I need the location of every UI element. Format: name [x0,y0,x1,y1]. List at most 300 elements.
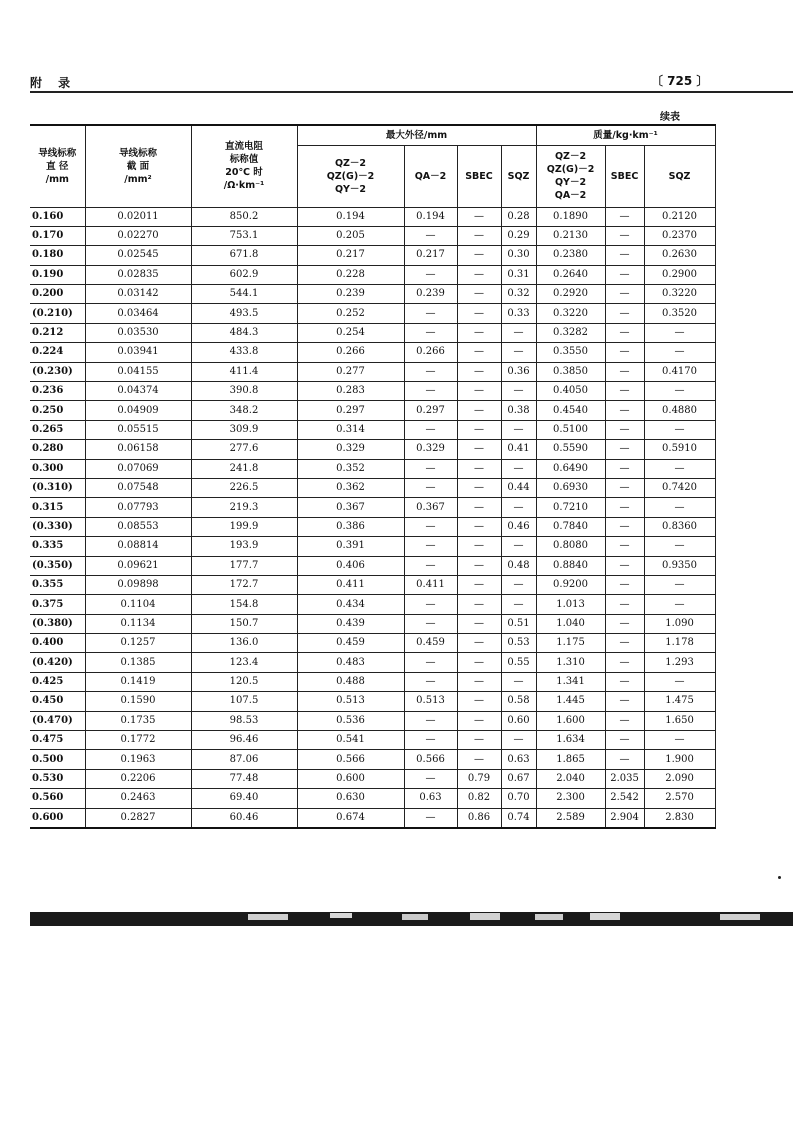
table-cell: — [605,575,644,594]
table-cell: — [605,246,644,265]
table-cell: 0.44 [501,478,536,497]
table-row [30,634,715,653]
sqz-mass-header: SQZ [644,145,715,207]
table-row [30,692,715,711]
table-row [30,711,715,730]
table-cell: — [457,537,501,556]
table-cell: 0.329 [404,440,457,459]
table-cell: 0.475 [30,731,85,750]
table-cell: 309.9 [191,420,297,439]
table-cell: 0.560 [30,789,85,808]
table-cell: — [457,420,501,439]
table-cell: — [644,672,715,691]
table-cell: 0.36 [501,362,536,381]
table-cell: 0.194 [404,207,457,226]
table-cell: — [457,517,501,536]
table-cell: 0.6930 [536,478,605,497]
table-cell: — [457,207,501,226]
table-cell: — [605,420,644,439]
table-row [30,672,715,691]
table-cell: 2.300 [536,789,605,808]
table-row [30,343,715,362]
table-cell: 0.280 [30,440,85,459]
table-cell: 0.600 [30,808,85,828]
table-cell: — [644,420,715,439]
table-cell: — [404,517,457,536]
table-cell: — [404,653,457,672]
table-cell: 0.02545 [85,246,191,265]
table-body [30,207,715,828]
table-cell: 0.265 [30,420,85,439]
table-cell: — [457,672,501,691]
table-cell: — [605,614,644,633]
table-cell: — [605,595,644,614]
table-row [30,207,715,226]
max-od-group-header: 最大外径/mm [297,125,536,145]
table-cell: 0.1590 [85,692,191,711]
table-cell: 753.1 [191,226,297,245]
table-cell: 0.58 [501,692,536,711]
table-cell: — [605,226,644,245]
table-cell: 0.31 [501,265,536,284]
table-cell: — [605,731,644,750]
table-cell: — [501,537,536,556]
table-cell: 0.362 [297,478,404,497]
table-cell: 0.530 [30,769,85,788]
table-cell: — [404,478,457,497]
table-row [30,440,715,459]
table-cell: 0.4050 [536,382,605,401]
table-row [30,323,715,342]
table-cell: 0.674 [297,808,404,828]
table-cell: 0.33 [501,304,536,323]
table-cell: 0.160 [30,207,85,226]
table-cell: 1.445 [536,692,605,711]
table-cell: — [457,440,501,459]
table-cell: 0.297 [297,401,404,420]
table-cell: 0.4880 [644,401,715,420]
wire-spec-table [30,124,716,829]
table-cell: 0.252 [297,304,404,323]
table-cell: — [404,226,457,245]
table-cell: 0.46 [501,517,536,536]
table-cell: — [605,323,644,342]
table-cell: 0.3850 [536,362,605,381]
table-cell: 0.32 [501,285,536,304]
header-rule [30,91,793,93]
sbec-od-header: SBEC [457,145,501,207]
table-cell: 0.400 [30,634,85,653]
table-row [30,459,715,478]
table-cell: — [644,575,715,594]
table-cell: — [605,382,644,401]
table-cell: (0.420) [30,653,85,672]
table-row [30,769,715,788]
table-cell: — [404,420,457,439]
table-cell: 0.60 [501,711,536,730]
table-cell: 0.1385 [85,653,191,672]
table-cell: 348.2 [191,401,297,420]
table-cell: — [605,672,644,691]
table-row [30,517,715,536]
table-cell: — [457,382,501,401]
table-cell: 0.459 [404,634,457,653]
table-cell: 0.07069 [85,459,191,478]
table-cell: — [605,750,644,769]
table-cell: 0.459 [297,634,404,653]
table-cell: — [457,362,501,381]
table-cell: 77.48 [191,769,297,788]
table-cell: 0.8360 [644,517,715,536]
table-cell: 0.266 [404,343,457,362]
table-cell: 0.8840 [536,556,605,575]
table-continued-label: 续表 [660,112,680,123]
table-cell: 390.8 [191,382,297,401]
table-cell: 107.5 [191,692,297,711]
table-cell: 0.67 [501,769,536,788]
table-cell: 0.217 [297,246,404,265]
table-cell: — [457,711,501,730]
table-cell: 493.5 [191,304,297,323]
table-cell: 0.30 [501,246,536,265]
table-cell: — [404,304,457,323]
table-cell: — [404,556,457,575]
table-cell: — [457,731,501,750]
table-cell: 0.5910 [644,440,715,459]
table-cell: 123.4 [191,653,297,672]
table-cell: 0.03530 [85,323,191,342]
table-cell: 0.1772 [85,731,191,750]
table-cell: — [501,382,536,401]
table-cell: 0.1257 [85,634,191,653]
page-number: 〔 725 〕 [651,74,709,88]
table-cell: 2.040 [536,769,605,788]
table-row [30,808,715,828]
table-cell: 0.352 [297,459,404,478]
table-cell: 411.4 [191,362,297,381]
table-cell: 1.650 [644,711,715,730]
table-cell: 193.9 [191,537,297,556]
table-cell: — [457,323,501,342]
table-cell: 0.406 [297,556,404,575]
table-cell: 1.865 [536,750,605,769]
table-cell: 0.04374 [85,382,191,401]
table-cell: 0.411 [404,575,457,594]
table-row [30,556,715,575]
table-cell: — [501,459,536,478]
table-cell: 1.040 [536,614,605,633]
table-cell: — [605,285,644,304]
table-cell: — [644,498,715,517]
table-cell: 0.02270 [85,226,191,245]
qz-od-header: QZ－2 QZ(G)－2 QY－2 [297,145,404,207]
table-cell: — [644,595,715,614]
table-cell: 0.266 [297,343,404,362]
table-row [30,226,715,245]
table-row [30,382,715,401]
table-cell: 0.200 [30,285,85,304]
resistance-header: 直流电阻 标称值 20℃ 时 /Ω·km⁻¹ [191,125,297,207]
table-cell: 0.536 [297,711,404,730]
table-cell: 0.2900 [644,265,715,284]
table-cell: — [605,692,644,711]
table-cell: 0.48 [501,556,536,575]
table-cell: 0.5100 [536,420,605,439]
table-cell: — [605,537,644,556]
table-cell: — [457,304,501,323]
table-cell: — [605,634,644,653]
scan-artifact-bar [30,912,793,926]
table-cell: 0.300 [30,459,85,478]
table-cell: — [404,595,457,614]
table-cell: 0.212 [30,323,85,342]
table-cell: 0.53 [501,634,536,653]
table-cell: 0.8080 [536,537,605,556]
table-cell: 0.38 [501,401,536,420]
table-row [30,498,715,517]
table-cell: 0.82 [457,789,501,808]
table-cell: — [644,323,715,342]
table-cell: — [605,304,644,323]
table-cell: 1.600 [536,711,605,730]
table-cell: 154.8 [191,595,297,614]
table-cell: 0.411 [297,575,404,594]
table-cell: 0.236 [30,382,85,401]
table-cell: — [457,265,501,284]
table-cell: 0.04155 [85,362,191,381]
table-cell: — [501,420,536,439]
table-cell: 0.600 [297,769,404,788]
table-cell: 120.5 [191,672,297,691]
table-row [30,401,715,420]
table-cell: 0.3282 [536,323,605,342]
table-cell: 0.2463 [85,789,191,808]
table-cell: — [457,575,501,594]
table-cell: 1.634 [536,731,605,750]
table-cell: 1.175 [536,634,605,653]
table-cell: — [457,478,501,497]
table-cell: (0.330) [30,517,85,536]
table-cell: — [457,498,501,517]
table-cell: 0.541 [297,731,404,750]
table-cell: 0.55 [501,653,536,672]
table-cell: 0.170 [30,226,85,245]
table-cell: 1.341 [536,672,605,691]
table-cell: 0.2630 [644,246,715,265]
table-cell: — [605,265,644,284]
table-cell: 0.335 [30,537,85,556]
table-cell: — [457,692,501,711]
table-cell: 0.1419 [85,672,191,691]
page-section-label: 附 录 [30,76,77,90]
table-cell: 0.190 [30,265,85,284]
table-cell: — [457,401,501,420]
table-cell: 0.1735 [85,711,191,730]
table-cell: 0.180 [30,246,85,265]
table-cell: — [644,382,715,401]
sqz-od-header: SQZ [501,145,536,207]
table-cell: 0.239 [297,285,404,304]
table-cell: 484.3 [191,323,297,342]
table-cell: 0.205 [297,226,404,245]
table-cell: 1.293 [644,653,715,672]
table-cell: — [501,672,536,691]
table-cell: 177.7 [191,556,297,575]
table-cell: 0.439 [297,614,404,633]
table-cell: 0.06158 [85,440,191,459]
table-cell: 0.329 [297,440,404,459]
table-cell: 0.2380 [536,246,605,265]
table-cell: 0.1134 [85,614,191,633]
table-cell: 0.355 [30,575,85,594]
table-cell: — [404,808,457,828]
table-cell: — [605,362,644,381]
qa-od-header: QA－2 [404,145,457,207]
table-cell: 0.63 [404,789,457,808]
table-cell: 0.386 [297,517,404,536]
table-cell: — [605,478,644,497]
table-cell: 199.9 [191,517,297,536]
table-cell: 2.904 [605,808,644,828]
table-cell: 0.07548 [85,478,191,497]
table-cell: 277.6 [191,440,297,459]
table-cell: — [605,653,644,672]
table-cell: 0.02835 [85,265,191,284]
table-cell: 226.5 [191,478,297,497]
table-row [30,478,715,497]
table-cell: 0.5590 [536,440,605,459]
table-row [30,750,715,769]
table-cell: 0.1963 [85,750,191,769]
table-cell: 0.09621 [85,556,191,575]
table-cell: 0.277 [297,362,404,381]
table-cell: 60.46 [191,808,297,828]
table-cell: (0.350) [30,556,85,575]
table-cell: 0.425 [30,672,85,691]
table-cell: (0.310) [30,478,85,497]
table-cell: — [501,343,536,362]
table-cell: 671.8 [191,246,297,265]
table-row [30,653,715,672]
table-cell: 0.4170 [644,362,715,381]
table-cell: 0.500 [30,750,85,769]
table-cell: 0.2120 [644,207,715,226]
table-cell: (0.210) [30,304,85,323]
table-cell: 850.2 [191,207,297,226]
table-cell: 0.86 [457,808,501,828]
table-cell: 0.224 [30,343,85,362]
table-cell: 0.7210 [536,498,605,517]
table-cell: 1.310 [536,653,605,672]
table-cell: — [404,711,457,730]
table-cell: — [457,226,501,245]
table-cell: 0.566 [297,750,404,769]
table-cell: 0.02011 [85,207,191,226]
table-cell: — [404,459,457,478]
table-cell: 1.013 [536,595,605,614]
table-cell: 0.29 [501,226,536,245]
table-cell: 0.3220 [644,285,715,304]
table-cell: — [644,343,715,362]
table-cell: 0.63 [501,750,536,769]
table-cell: 0.3220 [536,304,605,323]
table-cell: 0.315 [30,498,85,517]
table-cell: 0.367 [404,498,457,517]
table-cell: 0.2920 [536,285,605,304]
table-cell: 0.2370 [644,226,715,245]
table-cell: 0.9350 [644,556,715,575]
table-cell: — [404,362,457,381]
table-cell: 219.3 [191,498,297,517]
table-cell: — [501,575,536,594]
table-cell: — [457,285,501,304]
table-cell: 172.7 [191,575,297,594]
table-cell: — [605,556,644,575]
diameter-header: 导线标称 直 径 /mm [30,125,85,207]
table-row [30,595,715,614]
table-cell: 0.9200 [536,575,605,594]
table-cell: — [457,634,501,653]
table-cell: 0.513 [404,692,457,711]
table-cell: 0.79 [457,769,501,788]
table-cell: 0.450 [30,692,85,711]
table-cell: — [501,731,536,750]
table-cell: — [404,769,457,788]
table-cell: 0.2130 [536,226,605,245]
table-cell: 0.74 [501,808,536,828]
table-cell: 0.4540 [536,401,605,420]
table-row [30,789,715,808]
table-cell: 0.08814 [85,537,191,556]
table-cell: — [501,323,536,342]
table-cell: 0.314 [297,420,404,439]
table-cell: — [605,459,644,478]
table-cell: 0.6490 [536,459,605,478]
table-cell: — [501,498,536,517]
table-cell: 2.570 [644,789,715,808]
section-header: 导线标称 截 面 /mm² [85,125,191,207]
table-cell: 0.1104 [85,595,191,614]
table-cell: 2.035 [605,769,644,788]
table-row [30,537,715,556]
table-cell: — [457,556,501,575]
table-cell: — [457,595,501,614]
table-cell: 0.70 [501,789,536,808]
table-cell: 0.283 [297,382,404,401]
table-cell: — [457,343,501,362]
table-row [30,362,715,381]
table-cell: (0.380) [30,614,85,633]
table-cell: — [605,517,644,536]
table-cell: 0.375 [30,595,85,614]
table-cell: — [605,498,644,517]
table-cell: 602.9 [191,265,297,284]
table-cell: 0.297 [404,401,457,420]
table-cell: 0.1890 [536,207,605,226]
table-row [30,614,715,633]
table-cell: 0.07793 [85,498,191,517]
table-cell: — [605,207,644,226]
table-cell: 0.51 [501,614,536,633]
table-cell: 2.542 [605,789,644,808]
table-cell: 0.2206 [85,769,191,788]
table-cell: 0.2640 [536,265,605,284]
table-cell: 0.41 [501,440,536,459]
table-cell: — [605,401,644,420]
table-cell: (0.230) [30,362,85,381]
table-cell: 98.53 [191,711,297,730]
table-cell: 0.239 [404,285,457,304]
